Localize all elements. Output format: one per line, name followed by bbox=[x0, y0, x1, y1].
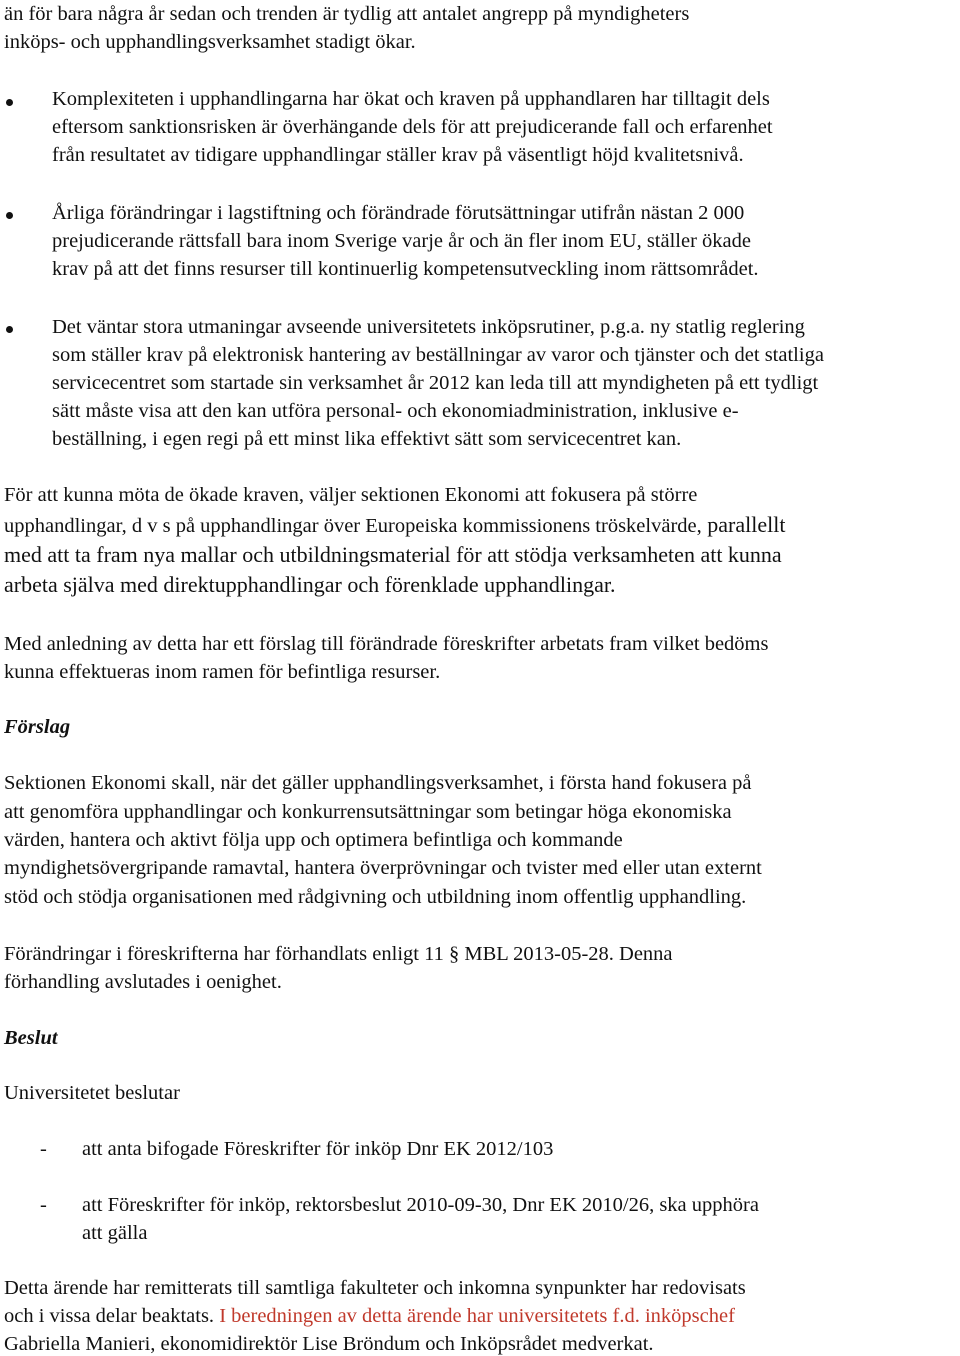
paragraph-line: Sektionen Ekonomi skall, när det gäller upphandlingsverksamhet, i första hand fokusera på bbox=[4, 772, 752, 794]
paragraph-line: stöd och stödja organisationen med rådgivning och utbildning inom offentlig upphandling. bbox=[4, 886, 747, 908]
paragraph-line bbox=[4, 1306, 735, 1327]
bullet-3-line: beställning, i egen regi på ett minst lika effektivt sätt som servicecentret kan. bbox=[52, 428, 682, 450]
paragraph-line: med att ta fram nya mallar och utbildningsmaterial för att stödja verksamheten att kunna bbox=[4, 542, 782, 567]
paragraph-line: För att kunna möta de ökade kraven, väljer sektionen Ekonomi att fokusera på större bbox=[4, 484, 698, 506]
paragraph-text: upphandlingar, d v s på upphandlingar över Europeiska kommissionens tröskelvärde, bbox=[4, 515, 702, 537]
section-heading-beslut: Beslut bbox=[4, 1027, 58, 1049]
intro-line: än för bara några år sedan och trenden är tydlig att antalet angrepp på myndigheters bbox=[4, 3, 690, 25]
dash-marker: - bbox=[40, 1138, 47, 1160]
paragraph-line: Gabriella Manieri, ekonomidirektör Lise Bröndum och Inköpsrådet medverkat. bbox=[4, 1333, 654, 1355]
bullet-1-line: Komplexiteten i upphandlingarna har ökat och kraven på upphandlaren har tilltagit dels bbox=[52, 88, 770, 110]
bullet-3-line: servicecentret som startade sin verksamhet år 2012 kan leda till att myndigheten på ett tydligt bbox=[52, 372, 819, 394]
intro-line: inköps- och upphandlingsverksamhet stadigt ökar. bbox=[4, 31, 416, 53]
dash-marker: - bbox=[40, 1194, 47, 1216]
paragraph-text: parallellt bbox=[701, 512, 786, 537]
bullet-3-line: som ställer krav på elektronisk hantering av beställningar av varor och tjänster och det statliga bbox=[52, 344, 824, 366]
bullet-3-line: sätt måste visa att den kan utföra personal- och ekonomiadministration, inklusive e- bbox=[52, 400, 739, 422]
bullet-2-line: prejudicerande rättsfall bara inom Sverige varje år och än fler inom EU, ställer ökade bbox=[52, 230, 751, 252]
paragraph-line: Detta ärende har remitterats till samtliga fakulteter och inkomna synpunkter har redovisats bbox=[4, 1277, 746, 1299]
paragraph-line: Med anledning av detta har ett förslag till förändrade föreskrifter arbetats fram vilket bedöms bbox=[4, 633, 769, 655]
paragraph-line: Förändringar i föreskrifterna har förhandlats enligt 11 § MBL 2013-05-28. Denna bbox=[4, 943, 673, 965]
bullet-2-line: krav på att det finns resurser till kontinuerlig kompetensutveckling inom rättsområdet. bbox=[52, 258, 759, 280]
bullet-3-line: Det väntar stora utmaningar avseende universitetets inköpsrutiner, p.g.a. ny statlig reglering bbox=[52, 316, 805, 338]
paragraph-text: och i vissa delar beaktats. bbox=[4, 1305, 215, 1327]
paragraph-line: arbeta själva med direktupphandlingar och förenklade upphandlingar. bbox=[4, 572, 616, 597]
decision-intro: Universitetet beslutar bbox=[4, 1082, 180, 1104]
decision-item: att Föreskrifter för inköp, rektorsbeslut 2010-09-30, Dnr EK 2010/26, ska upphöra bbox=[82, 1194, 759, 1216]
section-heading-forslag: Förslag bbox=[4, 716, 71, 738]
paragraph-line: värden, hantera och aktivt följa upp och optimera befintliga och kommande bbox=[4, 829, 623, 851]
paragraph-line: kunna effektueras inom ramen för befintliga resurser. bbox=[4, 661, 441, 683]
bullet-1-line: eftersom sanktionsrisken är överhängande dels för att prejudicerande fall och erfarenhet bbox=[52, 116, 773, 138]
bullet-1-line: från resultatet av tidigare upphandlingar ställer krav på väsentligt höjd kvalitetsnivå. bbox=[52, 144, 744, 166]
bullet-2-line: Årliga förändringar i lagstiftning och förändrade förutsättningar utifrån nästan 2 000 bbox=[52, 202, 745, 224]
paragraph-text-highlighted: I beredningen av detta ärende har universitetets f.d. inköpschef bbox=[214, 1305, 735, 1327]
decision-item: att gälla bbox=[82, 1222, 148, 1244]
bullet-dot-icon bbox=[6, 99, 13, 106]
decision-item: att anta bifogade Föreskrifter för inköp Dnr EK 2012/103 bbox=[82, 1138, 554, 1160]
paragraph-line bbox=[4, 514, 785, 537]
paragraph-line: förhandling avslutades i oenighet. bbox=[4, 971, 282, 993]
paragraph-line: myndighetsövergripande ramavtal, hantera överprövningar och tvister med eller utan externt bbox=[4, 857, 762, 879]
bullet-dot-icon bbox=[6, 212, 13, 219]
bullet-dot-icon bbox=[6, 326, 13, 333]
paragraph-line: att genomföra upphandlingar och konkurrensutsättningar som betingar höga ekonomiska bbox=[4, 801, 732, 823]
